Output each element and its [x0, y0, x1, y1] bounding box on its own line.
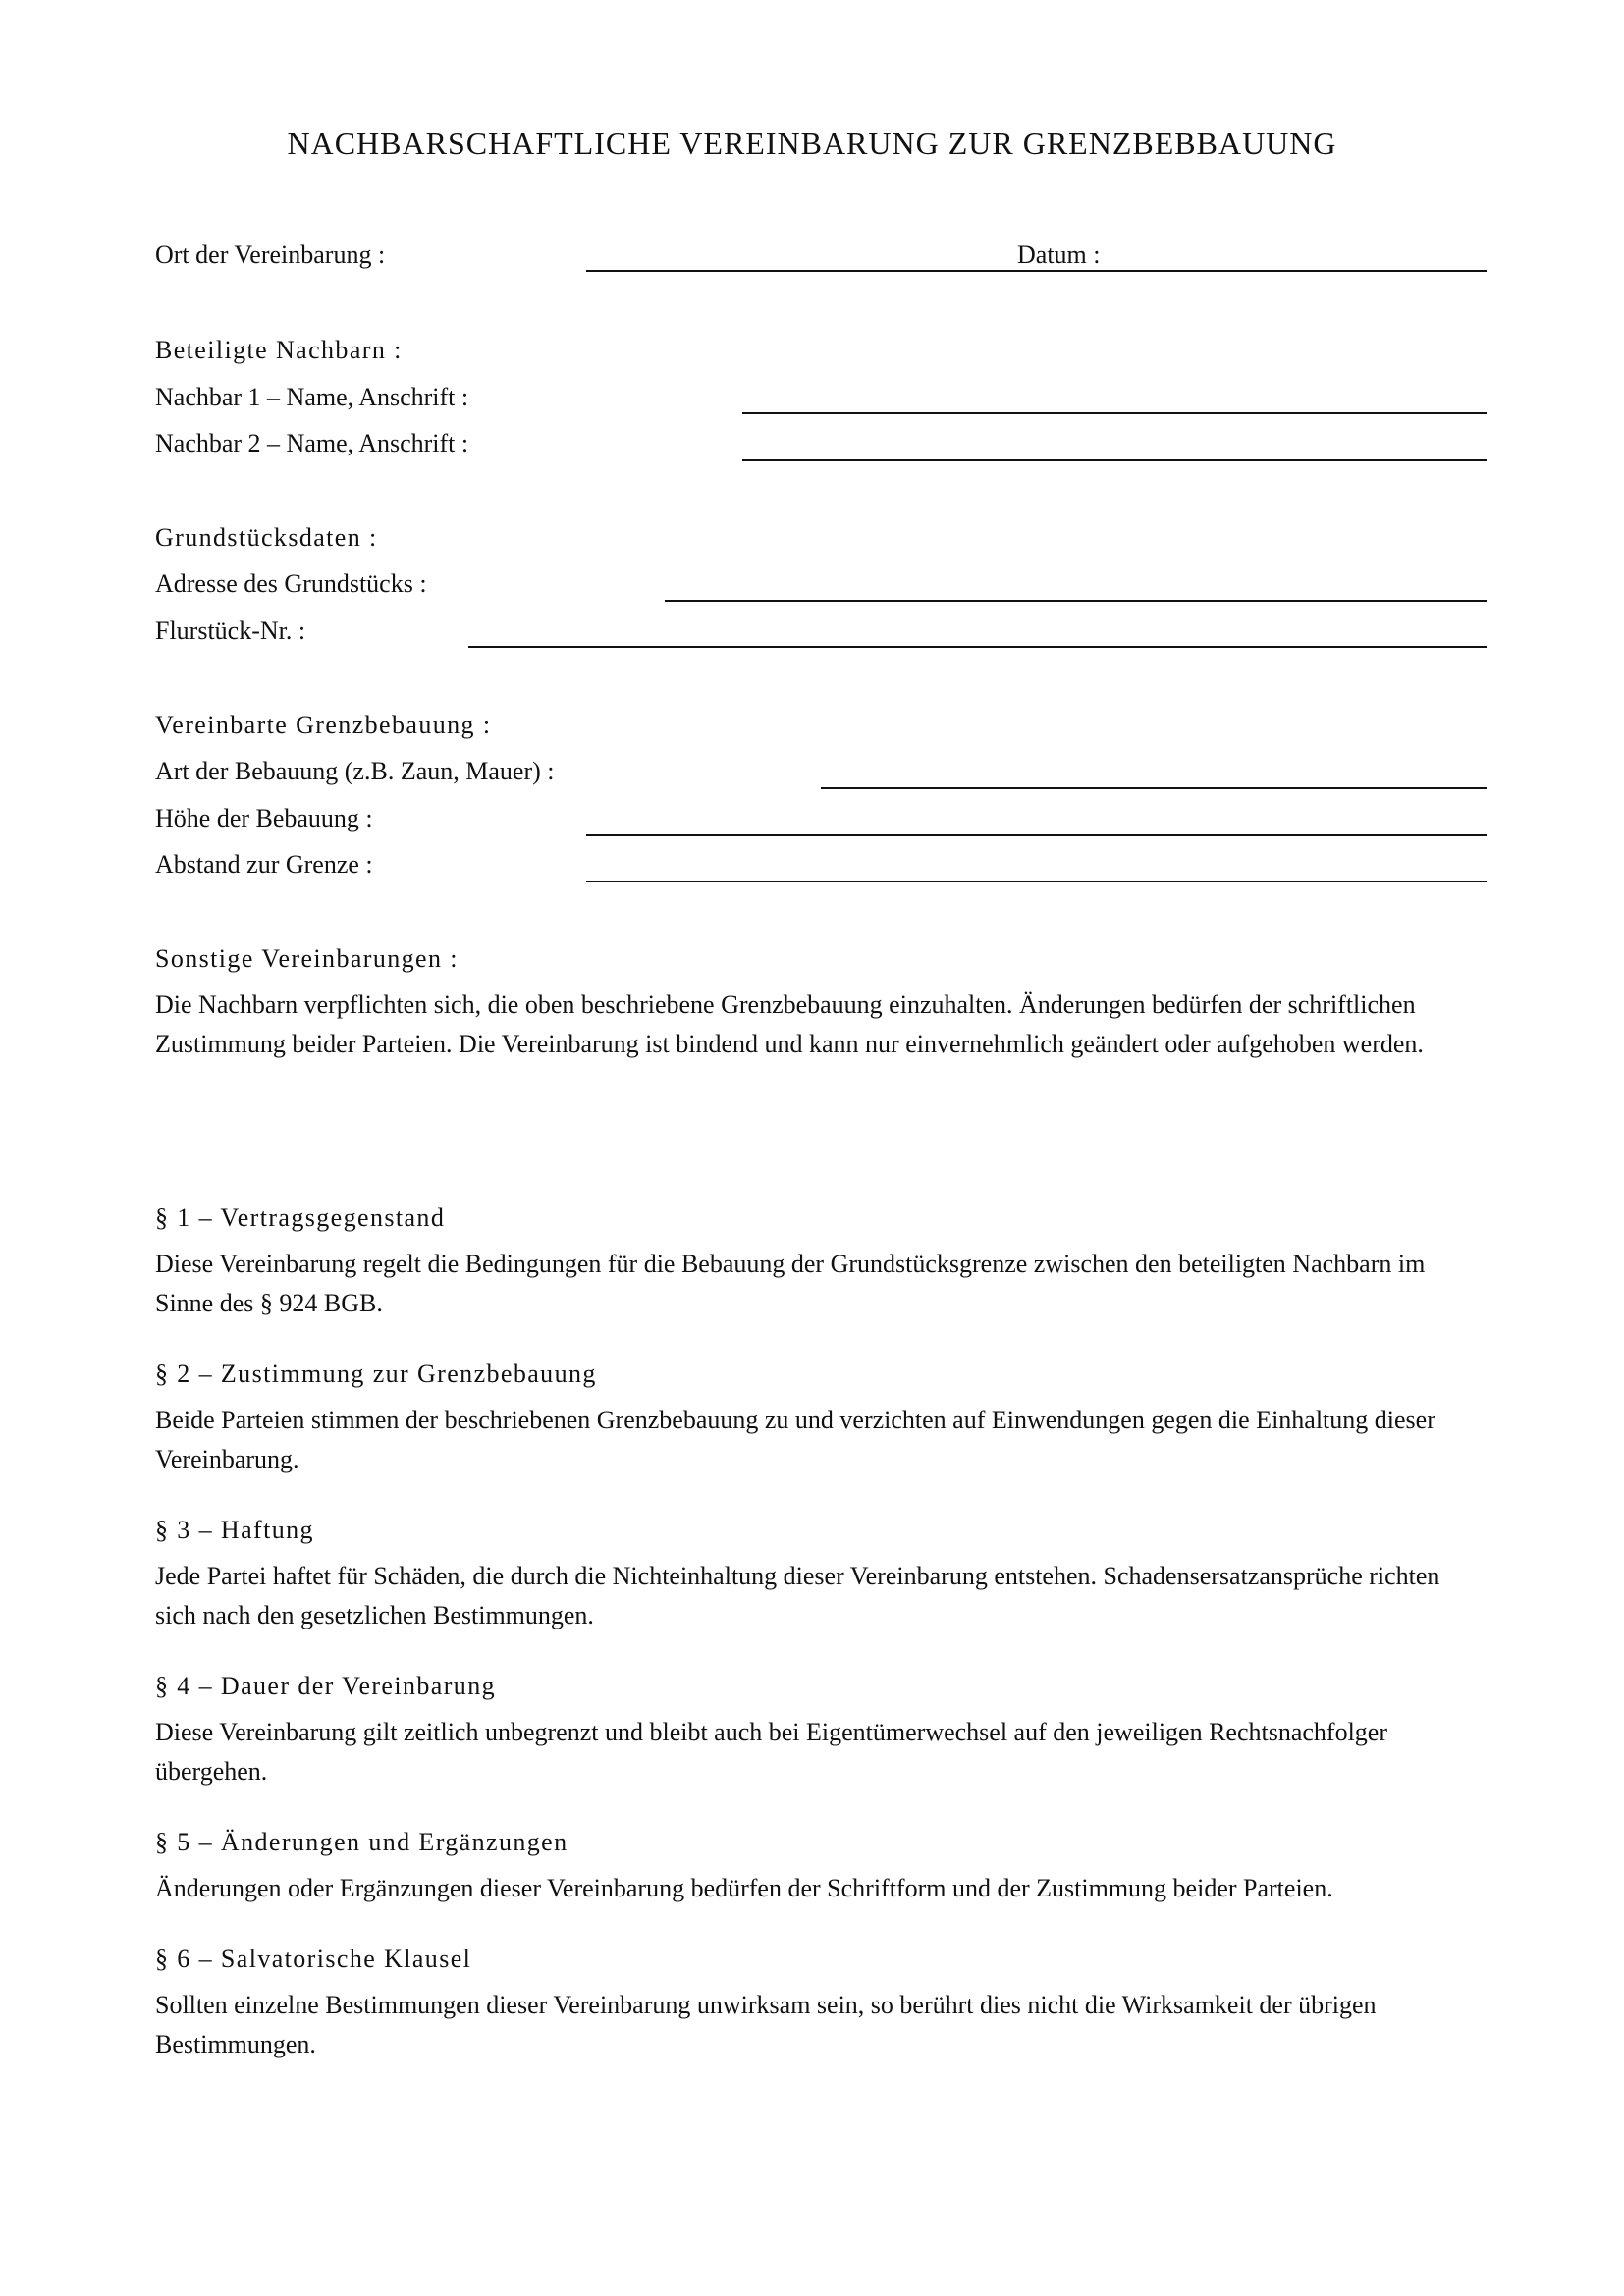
nachbar2-label: Nachbar 2 – Name, Anschrift :: [155, 429, 469, 457]
adresse-label: Adresse des Grundstücks :: [155, 569, 427, 598]
section-1-heading: § 1 – Vertragsgegenstand: [155, 1203, 446, 1232]
section-2-text: Beide Parteien stimmen der beschriebenen Grenzbebauung zu und verzichten auf Einwendungen gegen die Einhaltung dieser Vereinbarung.: [155, 1406, 1435, 1473]
art-line[interactable]: [821, 787, 1487, 789]
art-label: Art der Bebauung (z.B. Zaun, Mauer) :: [155, 757, 555, 785]
nachbar1-label: Nachbar 1 – Name, Anschrift :: [155, 383, 469, 411]
nachbar1-line[interactable]: [742, 412, 1487, 414]
hoehe-label: Höhe der Bebauung :: [155, 804, 373, 832]
abstand-label: Abstand zur Grenze :: [155, 850, 373, 879]
section-3-heading: § 3 – Haftung: [155, 1516, 314, 1544]
section-3-text: Jede Partei haftet für Schäden, die durch die Nichteinhaltung dieser Vereinbarung entstehen. Schadensersatzansprüche richten sich nach den gesetzlichen Bestimmungen.: [155, 1562, 1440, 1629]
datum-label: Datum :: [1017, 240, 1101, 269]
section-6-heading: § 6 – Salvatorische Klausel: [155, 1945, 472, 1973]
section-5-heading: § 5 – Änderungen und Ergänzungen: [155, 1828, 568, 1856]
section-4-heading: § 4 – Dauer der Vereinbarung: [155, 1672, 496, 1700]
section-4-text: Diese Vereinbarung gilt zeitlich unbegrenzt und bleibt auch bei Eigentümerwechsel auf den jeweiligen Rechtsnachfolger übergehen.: [155, 1718, 1388, 1786]
grundstueck-heading: Grundstücksdaten :: [155, 523, 378, 552]
flurstueck-label: Flurstück-Nr. :: [155, 616, 306, 645]
section-6-text: Sollten einzelne Bestimmungen dieser Vereinbarung unwirksam sein, so berührt dies nicht die Wirksamkeit der übrigen Bestimmungen.: [155, 1991, 1377, 2058]
sonstige-heading: Sonstige Vereinbarungen :: [155, 944, 459, 973]
hoehe-line[interactable]: [586, 834, 1487, 836]
document-title: NACHBARSCHAFTLICHE VEREINBARUNG ZUR GRENZBEBBAUUNG: [287, 126, 1337, 161]
adresse-line[interactable]: [665, 600, 1487, 602]
bebauung-heading: Vereinbarte Grenzbebauung :: [155, 711, 492, 739]
nachbar2-line[interactable]: [742, 459, 1487, 461]
section-2-heading: § 2 – Zustimmung zur Grenzbebauung: [155, 1360, 597, 1388]
sonstige-text: Die Nachbarn verpflichten sich, die oben beschriebene Grenzbebauung einzuhalten. Änderungen bedürfen der schriftlichen Zustimmung beider Parteien. Die Vereinbarung ist bindend und kann nur einvernehmlich geändert oder aufgehoben werden.: [155, 990, 1424, 1058]
section-5-text: Änderungen oder Ergänzungen dieser Vereinbarung bedürfen der Schriftform und der Zustimmung beider Parteien.: [155, 1874, 1333, 1902]
nachbarn-heading: Beteiligte Nachbarn :: [155, 336, 403, 364]
flurstueck-line[interactable]: [468, 646, 1487, 648]
abstand-line[interactable]: [586, 881, 1487, 882]
ort-label: Ort der Vereinbarung :: [155, 240, 386, 269]
section-1-text: Diese Vereinbarung regelt die Bedingungen für die Bebauung der Grundstücksgrenze zwischen den beteiligten Nachbarn im Sinne des § 924 BGB.: [155, 1250, 1426, 1317]
